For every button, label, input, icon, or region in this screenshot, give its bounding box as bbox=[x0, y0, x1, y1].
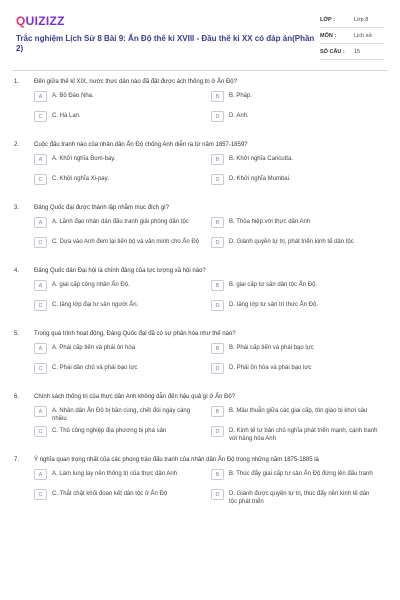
answer-option[interactable] bbox=[34, 470, 211, 487]
option-text: C. Thắt chặt khối đoàn kết dân tộc ở Ấn Độ bbox=[52, 491, 168, 497]
option-text: A. Nhân dân Ấn Độ bị bần cùng, chết đói ngày càng nhiều bbox=[52, 408, 191, 422]
option-letter-box: B bbox=[211, 280, 224, 291]
answer-option[interactable] bbox=[211, 238, 388, 255]
option-letter-box: D bbox=[211, 111, 224, 122]
option-letter-box: A bbox=[34, 217, 47, 228]
meta-row-subject bbox=[320, 28, 384, 44]
answer-option[interactable] bbox=[34, 238, 211, 255]
question-item bbox=[12, 141, 388, 195]
question-list bbox=[12, 78, 388, 519]
answer-option[interactable] bbox=[211, 427, 388, 444]
option-text: C. Hà Lan. bbox=[52, 113, 81, 119]
answer-option[interactable] bbox=[211, 364, 388, 381]
answer-option[interactable] bbox=[211, 218, 388, 235]
answer-option[interactable] bbox=[211, 344, 388, 361]
option-letter-box: A bbox=[34, 91, 47, 102]
option-letter-box: A bbox=[34, 343, 47, 354]
answer-options bbox=[12, 407, 388, 447]
question-text: Ý nghĩa quan trọng nhất của các phong trào đấu tranh của nhân dân Ấn Độ trong những năm 1875-1885 là bbox=[34, 457, 319, 463]
option-letter-box: B bbox=[211, 343, 224, 354]
option-letter-box: B bbox=[211, 469, 224, 480]
answer-option[interactable] bbox=[34, 92, 211, 109]
meta-value: Lớp 8 bbox=[354, 16, 369, 23]
answer-option[interactable] bbox=[34, 427, 211, 444]
question-item bbox=[12, 393, 388, 447]
quizizz-logo: QUIZIZZ bbox=[16, 14, 65, 28]
option-text: B. Pháp. bbox=[229, 93, 253, 99]
answer-option[interactable] bbox=[211, 490, 388, 507]
option-text: B. Phái cấp tiến và phái bạo lực bbox=[229, 345, 314, 351]
answer-option[interactable] bbox=[34, 490, 211, 507]
option-letter-box: D bbox=[211, 363, 224, 374]
option-text: C. Phái dân chủ và phái bạo lực bbox=[52, 365, 138, 371]
option-letter-box: B bbox=[211, 154, 224, 165]
question-text: Đảng Quốc dân Đại hội là chính đảng của lực lượng xã hội nào? bbox=[34, 268, 206, 274]
answer-option[interactable] bbox=[211, 407, 388, 424]
meta-value: Lịch sử bbox=[354, 32, 373, 39]
question-number: 1. bbox=[14, 79, 20, 85]
option-text: A. Phái cấp tiến và phái ôn hòa bbox=[52, 345, 136, 351]
option-text: D. Giành được quyền tự trị, thúc đẩy nền kinh tế dân tộc phát triển bbox=[229, 491, 370, 505]
answer-options bbox=[12, 155, 388, 195]
answer-option[interactable] bbox=[34, 301, 211, 318]
worksheet-meta bbox=[320, 12, 384, 60]
question-number: 5. bbox=[14, 331, 20, 337]
answer-option[interactable] bbox=[34, 175, 211, 192]
question-item bbox=[12, 78, 388, 132]
option-text: D. tầng lớp tư sản trí thức Ấn Độ. bbox=[229, 302, 319, 308]
option-letter-box: A bbox=[34, 154, 47, 165]
option-text: A. Lãnh đạo nhân dân đấu tranh giải phóng dân tộc bbox=[52, 219, 189, 225]
option-letter-box: A bbox=[34, 406, 47, 417]
option-text: A. Làm lung lay nền thống trị của thực dân Anh bbox=[52, 471, 178, 477]
option-letter-box: B bbox=[211, 91, 224, 102]
option-letter-box: A bbox=[34, 469, 47, 480]
answer-option[interactable] bbox=[34, 364, 211, 381]
option-text: D. Kinh tế tư bản chủ nghĩa phát triển mạnh, cạnh tranh với hàng hóa Anh bbox=[229, 428, 378, 442]
option-text: D. Khởi nghĩa Mumbai. bbox=[229, 176, 291, 182]
option-letter-box: B bbox=[211, 217, 224, 228]
option-text: B. giai cấp tư sản dân tộc Ấn Độ. bbox=[229, 282, 318, 288]
answer-option[interactable] bbox=[211, 112, 388, 129]
meta-value: 15 bbox=[354, 48, 361, 55]
answer-options bbox=[12, 218, 388, 258]
worksheet-header bbox=[12, 10, 388, 72]
answer-option[interactable] bbox=[211, 175, 388, 192]
question-item bbox=[12, 267, 388, 321]
question-item bbox=[12, 330, 388, 384]
question-number: 3. bbox=[14, 205, 20, 211]
question-number: 2. bbox=[14, 142, 20, 148]
option-letter-box: B bbox=[211, 406, 224, 417]
answer-option[interactable] bbox=[211, 281, 388, 298]
answer-option[interactable] bbox=[34, 218, 211, 235]
question-item bbox=[12, 204, 388, 258]
answer-option[interactable] bbox=[34, 407, 211, 424]
question-number: 7. bbox=[14, 457, 20, 463]
option-text: B. Mâu thuẫn giữa các giai cấp, tôn giáo bị khơi sâu bbox=[229, 408, 368, 414]
option-letter-box: C bbox=[34, 426, 47, 437]
option-letter-box: C bbox=[34, 300, 47, 311]
option-text: D. Phái ôn hòa và phái bạo lực bbox=[229, 365, 312, 371]
question-number: 4. bbox=[14, 268, 20, 274]
meta-label: LỚP : bbox=[320, 16, 335, 23]
question-text: Đến giữa thế kỉ XIX, nước thực dân nào đã đặt được ách thống trị ở Ấn Độ? bbox=[34, 79, 237, 85]
option-letter-box: D bbox=[211, 237, 224, 248]
answer-options bbox=[12, 470, 388, 510]
worksheet-title: Trắc nghiệm Lịch Sử 8 Bài 9: Ấn Độ thế kỉ XVIII - Đầu thế kỉ XX có đáp án(Phần 2) bbox=[16, 34, 315, 53]
option-letter-box: C bbox=[34, 237, 47, 248]
question-text: Chính sách thống trị của thực dân Anh không dẫn đến hậu quả gì ở Ấn Độ? bbox=[34, 394, 236, 400]
option-text: D. Giành quyền tự trị, phát triển kinh tế dân tộc bbox=[229, 239, 354, 245]
question-text: Cuộc đấu tranh nào của nhân dân Ấn Độ chống Anh diễn ra từ năm 1857-1859? bbox=[34, 142, 248, 148]
option-letter-box: D bbox=[211, 174, 224, 185]
meta-label: MÔN : bbox=[320, 32, 337, 39]
meta-row-question-count bbox=[320, 44, 384, 60]
option-letter-box: C bbox=[34, 363, 47, 374]
option-letter-box: C bbox=[34, 111, 47, 122]
answer-options bbox=[12, 281, 388, 321]
option-text: B. Thúc đẩy giai cấp tư sản Ấn Độ đứng lên đấu tranh bbox=[229, 471, 373, 477]
answer-option[interactable] bbox=[211, 301, 388, 318]
question-item bbox=[12, 456, 388, 510]
option-letter-box: C bbox=[34, 489, 47, 500]
option-text: A. Bồ Đào Nha. bbox=[52, 93, 94, 99]
answer-options bbox=[12, 344, 388, 384]
answer-option[interactable] bbox=[34, 112, 211, 129]
answer-option[interactable] bbox=[211, 92, 388, 109]
answer-option[interactable] bbox=[34, 155, 211, 172]
option-text: C. Dựa vào Anh đem lại tiến bộ và văn minh cho Ấn Độ bbox=[52, 239, 200, 245]
option-text: C. tầng lớp đại tư sản người Ấn. bbox=[52, 302, 139, 308]
answer-options bbox=[12, 92, 388, 132]
option-letter-box: A bbox=[34, 280, 47, 291]
option-text: C. Khởi nghĩa Xi-pay. bbox=[52, 176, 109, 182]
option-letter-box: D bbox=[211, 300, 224, 311]
meta-row-class bbox=[320, 12, 384, 28]
option-text: A. giai cấp công nhân Ấn Độ. bbox=[52, 282, 130, 288]
option-letter-box: D bbox=[211, 489, 224, 500]
answer-option[interactable] bbox=[211, 155, 388, 172]
option-text: B. Khởi nghĩa Cancutta. bbox=[229, 156, 293, 162]
option-text: B. Thỏa hiệp với thực dân Anh bbox=[229, 219, 311, 225]
option-letter-box: C bbox=[34, 174, 47, 185]
answer-option[interactable] bbox=[34, 281, 211, 298]
answer-option[interactable] bbox=[34, 344, 211, 361]
question-text: Đảng Quốc đại được thành lập nhằm mục đích gì? bbox=[34, 205, 170, 211]
question-text: Trong quá trình hoạt động, Đảng Quốc đại đã có sự phân hóa như thế nào? bbox=[34, 331, 236, 337]
option-text: A. Khởi nghĩa Bom-bay. bbox=[52, 156, 116, 162]
answer-option[interactable] bbox=[211, 470, 388, 487]
meta-label: SỐ CÂU : bbox=[320, 48, 345, 55]
header-divider bbox=[12, 70, 388, 71]
option-text: D. Anh. bbox=[229, 113, 249, 119]
question-number: 6. bbox=[14, 394, 20, 400]
option-text: C. Thủ công nghiệp địa phương bị phá sản bbox=[52, 428, 167, 434]
option-letter-box: D bbox=[211, 426, 224, 437]
